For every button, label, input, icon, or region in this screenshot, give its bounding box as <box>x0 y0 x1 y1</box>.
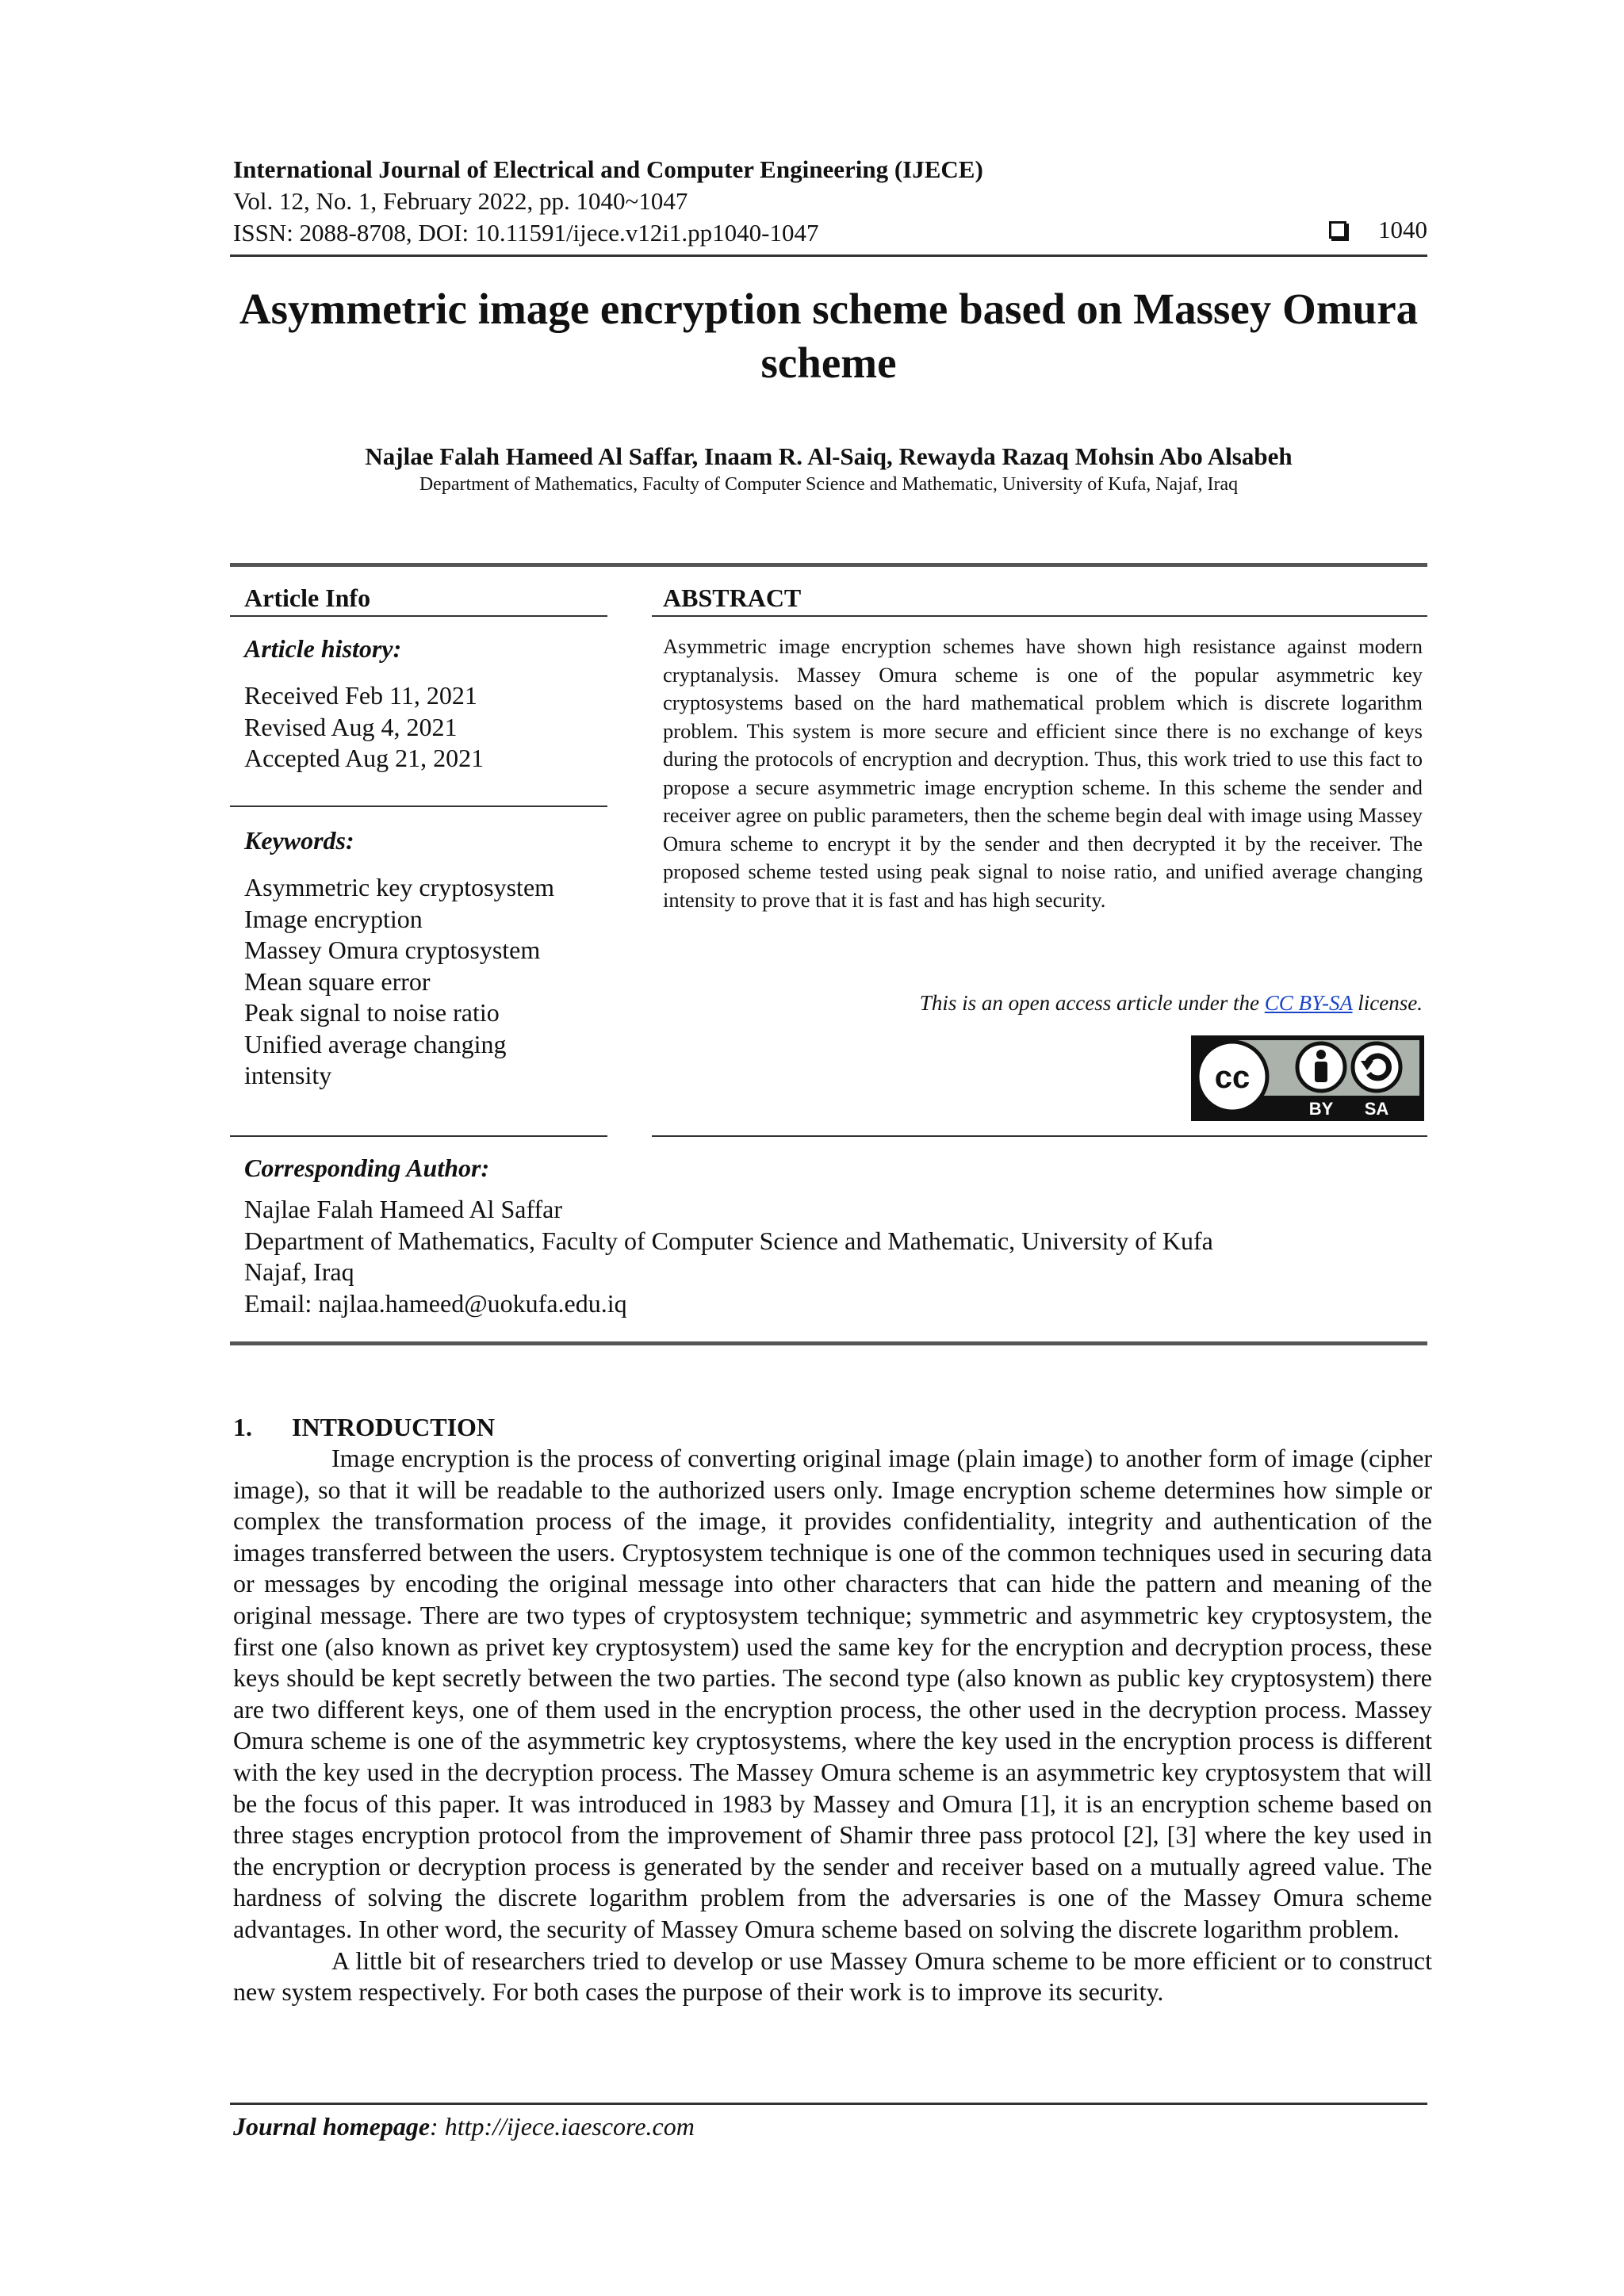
keyword-item: Asymmetric key cryptosystem <box>244 873 555 901</box>
keyword-item: Mean square error <box>244 966 431 996</box>
footer-label: Journal homepage <box>233 2112 431 2141</box>
abstract-rule <box>652 615 1427 617</box>
license-suffix: license. <box>1352 991 1423 1015</box>
cc-by-sa-badge[interactable] <box>1191 1035 1424 1121</box>
sa-badge-label: SA <box>1364 1099 1389 1119</box>
history-list <box>244 680 609 775</box>
cc-by-sa-icon <box>1193 1037 1423 1119</box>
title-line: Asymmetric image encryption scheme based on Massey Omura <box>239 285 1419 333</box>
license-line <box>663 991 1423 1016</box>
keywords-heading: Keywords: <box>244 826 354 855</box>
abstract-heading: ABSTRACT <box>663 584 802 612</box>
article-info-rule <box>230 615 607 617</box>
history-item: Revised Aug 4, 2021 <box>244 712 458 741</box>
history-item: Received Feb 11, 2021 <box>244 681 477 710</box>
history-rule <box>230 806 607 807</box>
footer-rule <box>230 2103 1427 2105</box>
issn-line: ISSN: 2088-8708, DOI: 10.11591/ijece.v12i1.pp1040-1047 <box>233 219 819 247</box>
paragraph: A little bit of researchers tried to develop or use Massey Omura scheme to be more efficient or to construct new system respectively. For both cases the purpose of their work is to improve its security. <box>233 1946 1432 2007</box>
license-prefix: This is an open access article under the <box>919 991 1265 1015</box>
keywords-list <box>244 872 609 1092</box>
authors: Najlae Falah Hameed Al Saffar, Inaam R. Al-Saiq, Rewayda Razaq Mohsin Abo Alsabeh <box>365 442 1293 470</box>
journal-homepage <box>233 2112 695 2141</box>
history-heading: Article history: <box>244 634 402 663</box>
history-item: Accepted Aug 21, 2021 <box>244 744 485 772</box>
journal-name: International Journal of Electrical and Computer Engineering (IJECE) <box>233 155 983 183</box>
corresponding-department: Department of Mathematics, Faculty of Computer Science and Mathematic, University of Kufa <box>244 1226 1213 1255</box>
keyword-item: Image encryption <box>244 904 423 933</box>
introduction-body <box>233 1443 1432 2008</box>
paper-title <box>230 282 1427 390</box>
paragraph: Image encryption is the process of converting original image (plain image) to another form of image (cipher image), so that it will be readable to the authorized users only. Image encryption scheme determines how simple or complex the transformation process of the image, it provides confidentiality, integrity and authentication of the images transferred between the users. Cryptosystem technique is one of the common techniques used in securing data or messages by encoding the original message into other characters that can hide the pattern and meaning of the original message. There are two types of cryptosystem technique; symmetric and asymmetric key cryptosystem, the first one (also known as privet key cryptosystem) used the same key for the encryption and decryption process, these keys should be kept secretly between the two parties. The second type (also known as public key cryptosystem) there are two different keys, one of them used in the encryption process, the other used in the decryption process. Massey Omura scheme is one of the asymmetric key cryptosystems, where the key used in the encryption process is different with the key used in the decryption process. The Massey Omura scheme is an asymmetric key cryptosystem that will be the focus of this paper. It was introduced in 1983 by Massey and Omura [1], it is an encryption scheme based on three stages encryption protocol from the improvement of Shamir three pass protocol [2], [3] where the key used in the encryption or decryption process is generated by the sender and receiver based on a mutually agreed value. The hardness of solving the discrete logarithm problem from the adversaries is one of the Massey Omura scheme advantages. In other word, the security of Massey Omura scheme based on solving the discrete logarithm problem. <box>233 1444 1432 1943</box>
by-badge-label: BY <box>1308 1099 1334 1119</box>
footer-url[interactable]: http://ijece.iaescore.com <box>444 2112 695 2141</box>
volume-line: Vol. 12, No. 1, February 2022, pp. 1040~1047 <box>233 187 688 215</box>
corresponding-location: Najaf, Iraq <box>244 1257 354 1286</box>
corresponding-heading: Corresponding Author: <box>244 1154 490 1182</box>
info-top-rule <box>230 563 1427 567</box>
keywords-rule <box>230 1135 607 1137</box>
abstract-bottom-rule <box>652 1135 1427 1137</box>
title-line: scheme <box>760 339 897 387</box>
affiliation: Department of Mathematics, Faculty of Computer Science and Mathematic, University of Kufa, Najaf, Iraq <box>419 474 1239 495</box>
article-info-heading: Article Info <box>244 584 371 612</box>
corresponding-name: Najlae Falah Hameed Al Saffar <box>244 1195 563 1223</box>
journal-header <box>233 154 983 249</box>
page-number-box <box>1329 216 1427 244</box>
info-bottom-rule <box>230 1341 1427 1345</box>
keyword-item: Unified average changing <box>244 1029 507 1058</box>
keyword-item: Peak signal to noise ratio <box>244 998 500 1027</box>
section-number: 1. <box>233 1413 252 1441</box>
license-link[interactable]: CC BY-SA <box>1264 991 1353 1015</box>
corresponding-author <box>244 1154 1426 1319</box>
footer-separator: : <box>430 2112 445 2141</box>
section-heading <box>233 1413 495 1442</box>
abstract-text: Asymmetric image encryption schemes have shown high resistance against modern cryptanalysis. Massey Omura scheme is one of the popular asymmetric key cryptosystems based on the hard mathematical problem which is discrete logarithm problem. This system is more secure and efficient since there is no exchange of keys during the protocols of encryption and decryption. Thus, this work tried to use this fact to propose a secure asymmetric image encryption scheme. In this scheme the sender and receiver agree on public parameters, then the scheme begin deal with image using Massey Omura scheme to encrypt it by the sender and then decrypted it by the receiver. The proposed scheme tested using peak signal to noise ratio, and unified average changing intensity to prove that it is fast and has high security. <box>663 634 1423 912</box>
square-icon <box>1329 221 1346 239</box>
keyword-item: Massey Omura cryptosystem <box>244 936 541 964</box>
cc-badge-label: cc <box>1214 1060 1251 1095</box>
corresponding-email: Email: najlaa.hameed@uokufa.edu.iq <box>244 1288 627 1318</box>
page-number: 1040 <box>1378 216 1427 243</box>
header-rule <box>230 254 1427 257</box>
keyword-item: intensity <box>244 1061 332 1089</box>
section-title: INTRODUCTION <box>292 1413 496 1441</box>
